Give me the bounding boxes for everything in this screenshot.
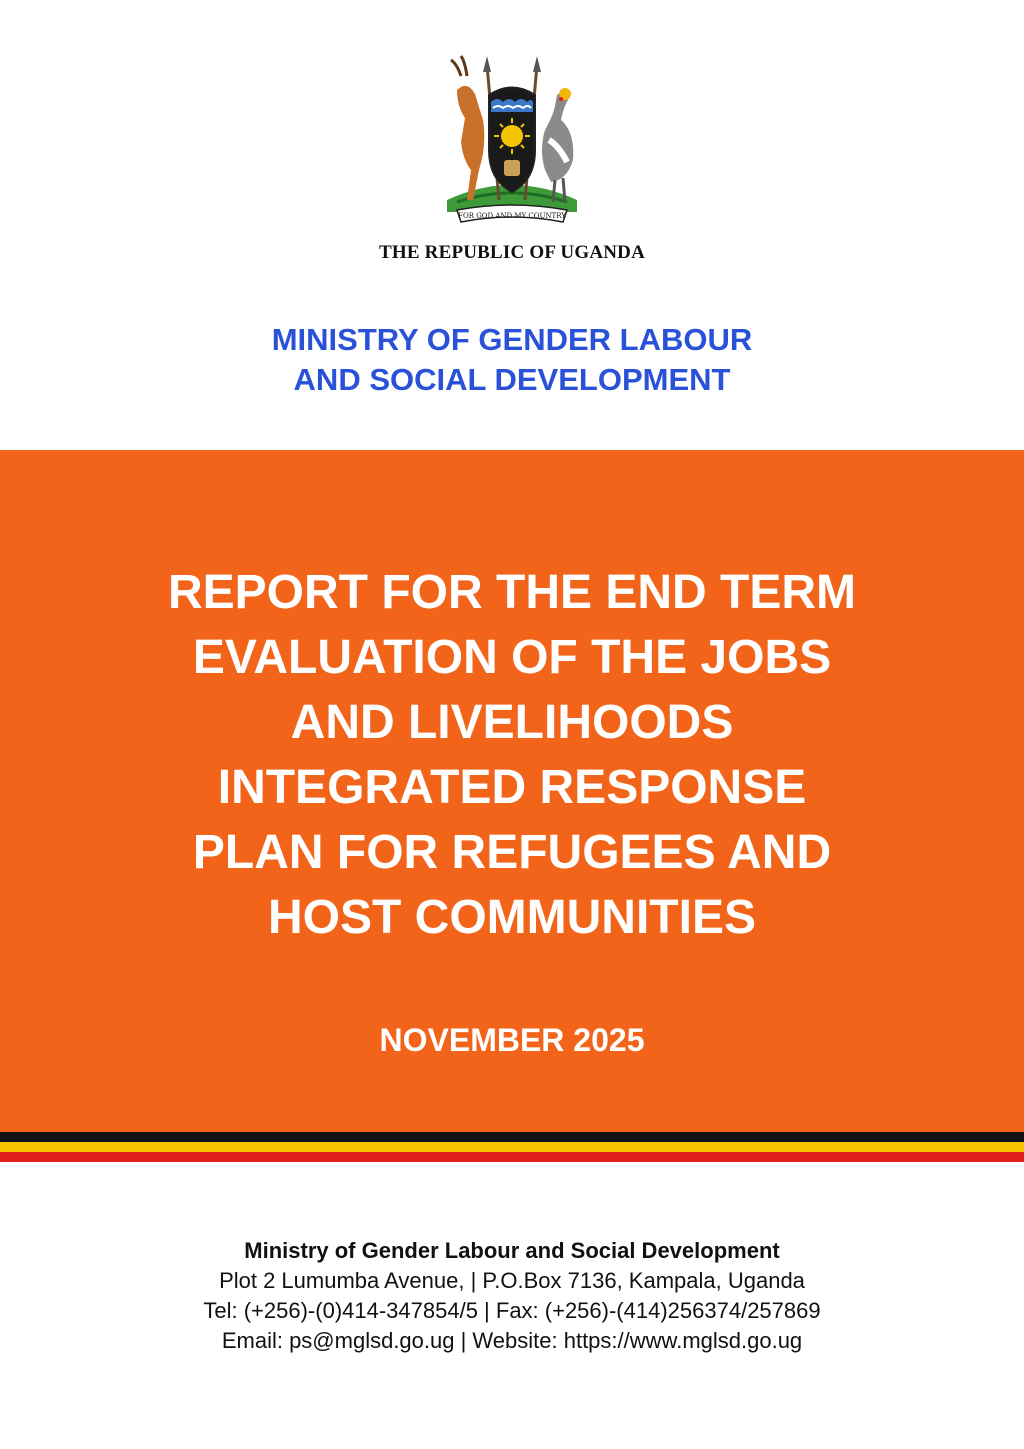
report-title — [60, 560, 964, 950]
flag-stripe-red — [0, 1152, 1024, 1162]
ministry-line-2: AND SOCIAL DEVELOPMENT — [293, 362, 731, 397]
republic-heading: THE REPUBLIC OF UGANDA — [378, 242, 646, 263]
title-line: PLAN FOR REFUGEES AND — [192, 826, 832, 879]
footer-org-name: Ministry of Gender Labour and Social Development — [244, 1238, 780, 1263]
title-line: EVALUATION OF THE JOBS — [192, 631, 832, 684]
ministry-name — [0, 320, 1024, 400]
coat-of-arms-emblem — [427, 50, 597, 230]
footer-contact: Email: ps@mglsd.go.ug | Website: https://www.mglsd.go.ug — [221, 1328, 803, 1353]
footer-address: Plot 2 Lumumba Avenue, | P.O.Box 7136, Kampala, Uganda — [219, 1268, 805, 1293]
footer-phone: Tel: (+256)-(0)414-347854/5 | Fax: (+256)-(414)256374/257869 — [203, 1298, 821, 1323]
title-line: HOST COMMUNITIES — [268, 891, 756, 944]
contact-footer — [0, 1236, 1024, 1356]
flag-stripe-black — [0, 1132, 1024, 1142]
title-line: INTEGRATED RESPONSE — [217, 761, 807, 814]
title-line: AND LIVELIHOODS — [290, 696, 734, 749]
title-line: REPORT FOR THE END TERM — [167, 566, 856, 619]
flag-stripe-yellow — [0, 1142, 1024, 1152]
svg-text:FOR GOD AND MY COUNTRY: FOR GOD AND MY COUNTRY — [458, 212, 566, 220]
coat-of-arms-icon — [427, 50, 597, 230]
report-date: NOVEMBER 2025 — [379, 1022, 645, 1058]
ministry-line-1: MINISTRY OF GENDER LABOUR — [271, 322, 753, 357]
